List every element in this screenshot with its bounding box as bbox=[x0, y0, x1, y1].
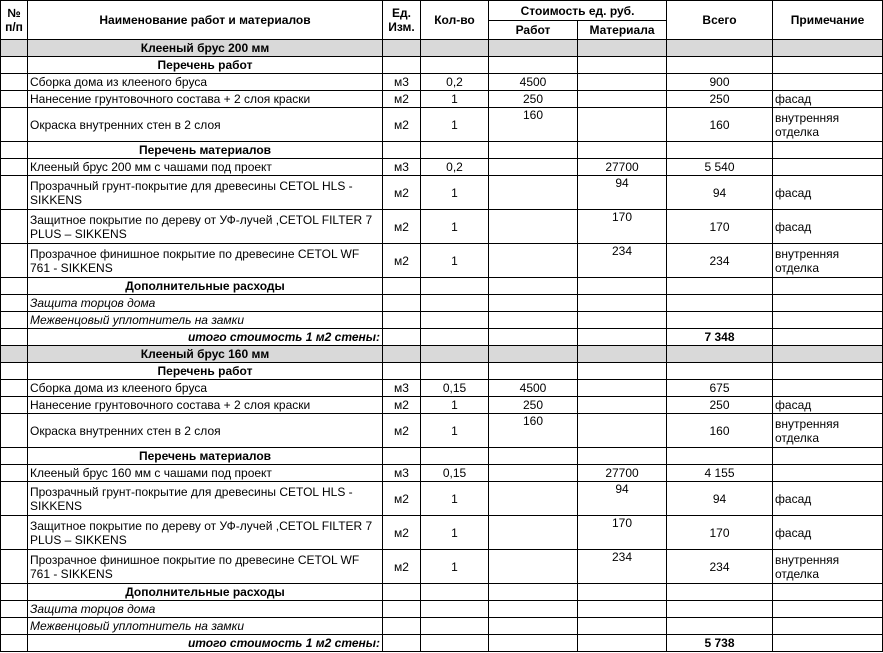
empty-cell bbox=[773, 57, 883, 74]
empty-cell bbox=[667, 278, 773, 295]
extra-name: Межвенцовый уплотнитель на замки bbox=[28, 312, 383, 329]
item-name: Нанесение грунтовочного состава + 2 слоя краски bbox=[28, 397, 383, 414]
empty-cell bbox=[421, 363, 489, 380]
item-note: внутренняя отделка bbox=[773, 414, 883, 448]
empty-cell bbox=[383, 40, 421, 57]
num-cell bbox=[1, 397, 28, 414]
item-qty: 1 bbox=[421, 397, 489, 414]
item-note bbox=[773, 465, 883, 482]
table-row bbox=[1, 397, 883, 414]
item-work-cost bbox=[489, 482, 578, 516]
item-qty: 0,2 bbox=[421, 159, 489, 176]
works-title-label: Перечень работ bbox=[28, 57, 383, 74]
empty-cell bbox=[773, 312, 883, 329]
empty-cell bbox=[667, 448, 773, 465]
item-unit: м3 bbox=[383, 159, 421, 176]
item-unit: м2 bbox=[383, 210, 421, 244]
item-name: Прозрачный грунт-покрытие для древесины CETOL HLS - SIKKENS bbox=[28, 482, 383, 516]
num-cell bbox=[1, 601, 28, 618]
item-note: фасад bbox=[773, 210, 883, 244]
item-total: 94 bbox=[667, 482, 773, 516]
empty-cell bbox=[489, 40, 578, 57]
item-qty: 1 bbox=[421, 482, 489, 516]
item-work-cost: 4500 bbox=[489, 380, 578, 397]
empty-cell bbox=[773, 142, 883, 159]
item-unit: м2 bbox=[383, 108, 421, 142]
empty-cell bbox=[773, 635, 883, 652]
total-value: 5 738 bbox=[667, 635, 773, 652]
item-work-cost bbox=[489, 550, 578, 584]
item-note bbox=[773, 380, 883, 397]
empty-cell bbox=[578, 448, 667, 465]
item-material-cost bbox=[578, 380, 667, 397]
empty-cell bbox=[578, 346, 667, 363]
item-material-cost: 170 bbox=[578, 516, 667, 550]
table-row bbox=[1, 482, 883, 516]
empty-cell bbox=[489, 363, 578, 380]
empty-cell bbox=[578, 295, 667, 312]
extra-name: Защита торцов дома bbox=[28, 295, 383, 312]
extra-row bbox=[1, 295, 883, 312]
item-work-cost bbox=[489, 159, 578, 176]
item-name: Прозрачный грунт-покрытие для древесины CETOL HLS - SIKKENS bbox=[28, 176, 383, 210]
num-cell bbox=[1, 618, 28, 635]
item-note bbox=[773, 74, 883, 91]
num-cell bbox=[1, 584, 28, 601]
empty-cell bbox=[421, 278, 489, 295]
item-total: 250 bbox=[667, 397, 773, 414]
table-body bbox=[1, 40, 883, 652]
table-row bbox=[1, 74, 883, 91]
empty-cell bbox=[421, 40, 489, 57]
empty-cell bbox=[578, 40, 667, 57]
num-cell bbox=[1, 516, 28, 550]
empty-cell bbox=[489, 312, 578, 329]
empty-cell bbox=[667, 363, 773, 380]
empty-cell bbox=[421, 584, 489, 601]
empty-cell bbox=[578, 618, 667, 635]
item-name: Защитное покрытие по дереву от УФ-лучей ,CETOL FILTER 7 PLUS – SIKKENS bbox=[28, 516, 383, 550]
empty-cell bbox=[578, 312, 667, 329]
num-cell bbox=[1, 482, 28, 516]
num-cell bbox=[1, 448, 28, 465]
empty-cell bbox=[489, 618, 578, 635]
empty-cell bbox=[421, 635, 489, 652]
table-row bbox=[1, 550, 883, 584]
item-qty: 1 bbox=[421, 414, 489, 448]
extras-title-label: Дополнительные расходы bbox=[28, 278, 383, 295]
item-qty: 0,15 bbox=[421, 380, 489, 397]
item-qty: 1 bbox=[421, 516, 489, 550]
empty-cell bbox=[383, 363, 421, 380]
empty-cell bbox=[578, 142, 667, 159]
item-total: 160 bbox=[667, 108, 773, 142]
header-unit-cost: Стоимость ед. руб. bbox=[489, 1, 667, 21]
empty-cell bbox=[383, 584, 421, 601]
item-name: Клееный брус 200 мм с чашами под проект bbox=[28, 159, 383, 176]
num-cell bbox=[1, 57, 28, 74]
header-num: № п/п bbox=[1, 1, 28, 40]
table-row bbox=[1, 91, 883, 108]
materials-title-label: Перечень материалов bbox=[28, 142, 383, 159]
empty-cell bbox=[489, 635, 578, 652]
item-qty: 1 bbox=[421, 244, 489, 278]
item-name: Окраска внутренних стен в 2 слоя bbox=[28, 108, 383, 142]
empty-cell bbox=[667, 40, 773, 57]
empty-cell bbox=[773, 363, 883, 380]
num-cell bbox=[1, 40, 28, 57]
header-materials: Материала bbox=[578, 21, 667, 40]
item-unit: м2 bbox=[383, 550, 421, 584]
item-unit: м2 bbox=[383, 482, 421, 516]
num-cell bbox=[1, 414, 28, 448]
item-note: фасад bbox=[773, 516, 883, 550]
item-qty: 0,2 bbox=[421, 74, 489, 91]
num-cell bbox=[1, 159, 28, 176]
empty-cell bbox=[383, 601, 421, 618]
empty-cell bbox=[383, 618, 421, 635]
item-note: внутренняя отделка bbox=[773, 108, 883, 142]
total-label: итого стоимость 1 м2 стены: bbox=[28, 329, 383, 346]
empty-cell bbox=[421, 448, 489, 465]
item-unit: м2 bbox=[383, 397, 421, 414]
item-material-cost: 234 bbox=[578, 244, 667, 278]
empty-cell bbox=[383, 346, 421, 363]
item-unit: м2 bbox=[383, 91, 421, 108]
section-title bbox=[1, 40, 883, 57]
num-cell bbox=[1, 329, 28, 346]
item-unit: м3 bbox=[383, 465, 421, 482]
item-total: 250 bbox=[667, 91, 773, 108]
item-name: Сборка дома из клееного бруса bbox=[28, 74, 383, 91]
table-row bbox=[1, 516, 883, 550]
item-qty: 1 bbox=[421, 210, 489, 244]
item-note: фасад bbox=[773, 91, 883, 108]
table-row bbox=[1, 380, 883, 397]
empty-cell bbox=[421, 329, 489, 346]
item-work-cost bbox=[489, 210, 578, 244]
num-cell bbox=[1, 465, 28, 482]
empty-cell bbox=[421, 618, 489, 635]
empty-cell bbox=[421, 295, 489, 312]
header-unit: Ед. Изм. bbox=[383, 1, 421, 40]
empty-cell bbox=[489, 448, 578, 465]
num-cell bbox=[1, 210, 28, 244]
total-label: итого стоимость 1 м2 стены: bbox=[28, 635, 383, 652]
header-works: Работ bbox=[489, 21, 578, 40]
num-cell bbox=[1, 363, 28, 380]
item-material-cost bbox=[578, 397, 667, 414]
empty-cell bbox=[667, 295, 773, 312]
item-name: Окраска внутренних стен в 2 слоя bbox=[28, 414, 383, 448]
empty-cell bbox=[421, 601, 489, 618]
num-cell bbox=[1, 346, 28, 363]
empty-cell bbox=[421, 312, 489, 329]
item-total: 94 bbox=[667, 176, 773, 210]
empty-cell bbox=[489, 57, 578, 74]
item-note: внутренняя отделка bbox=[773, 550, 883, 584]
num-cell bbox=[1, 244, 28, 278]
empty-cell bbox=[383, 57, 421, 74]
item-material-cost: 94 bbox=[578, 482, 667, 516]
works-title-label: Перечень работ bbox=[28, 363, 383, 380]
item-unit: м2 bbox=[383, 414, 421, 448]
num-cell bbox=[1, 108, 28, 142]
item-work-cost: 250 bbox=[489, 91, 578, 108]
empty-cell bbox=[489, 601, 578, 618]
empty-cell bbox=[578, 329, 667, 346]
empty-cell bbox=[578, 635, 667, 652]
num-cell bbox=[1, 380, 28, 397]
item-material-cost: 94 bbox=[578, 176, 667, 210]
empty-cell bbox=[773, 584, 883, 601]
item-note: фасад bbox=[773, 482, 883, 516]
empty-cell bbox=[421, 142, 489, 159]
empty-cell bbox=[578, 584, 667, 601]
table-row bbox=[1, 244, 883, 278]
item-material-cost: 234 bbox=[578, 550, 667, 584]
extra-row bbox=[1, 618, 883, 635]
num-cell bbox=[1, 312, 28, 329]
empty-cell bbox=[421, 57, 489, 74]
item-note bbox=[773, 159, 883, 176]
item-unit: м2 bbox=[383, 516, 421, 550]
empty-cell bbox=[383, 329, 421, 346]
item-material-cost bbox=[578, 414, 667, 448]
item-material-cost: 27700 bbox=[578, 465, 667, 482]
empty-cell bbox=[667, 142, 773, 159]
item-work-cost: 4500 bbox=[489, 74, 578, 91]
empty-cell bbox=[773, 601, 883, 618]
item-name: Сборка дома из клееного бруса bbox=[28, 380, 383, 397]
item-total: 170 bbox=[667, 210, 773, 244]
extras-title-label: Дополнительные расходы bbox=[28, 584, 383, 601]
empty-cell bbox=[578, 601, 667, 618]
empty-cell bbox=[667, 584, 773, 601]
item-note: фасад bbox=[773, 397, 883, 414]
table-row bbox=[1, 210, 883, 244]
total-row bbox=[1, 329, 883, 346]
empty-cell bbox=[489, 295, 578, 312]
empty-cell bbox=[489, 346, 578, 363]
section-title-label: Клееный брус 160 мм bbox=[28, 346, 383, 363]
empty-cell bbox=[667, 346, 773, 363]
num-cell bbox=[1, 550, 28, 584]
item-qty: 1 bbox=[421, 550, 489, 584]
item-total: 4 155 bbox=[667, 465, 773, 482]
empty-cell bbox=[383, 295, 421, 312]
item-work-cost bbox=[489, 176, 578, 210]
item-name: Нанесение грунтовочного состава + 2 слоя краски bbox=[28, 91, 383, 108]
item-qty: 1 bbox=[421, 108, 489, 142]
empty-cell bbox=[578, 278, 667, 295]
num-cell bbox=[1, 295, 28, 312]
empty-cell bbox=[773, 40, 883, 57]
table-row bbox=[1, 108, 883, 142]
empty-cell bbox=[773, 295, 883, 312]
item-material-cost bbox=[578, 108, 667, 142]
materials-title bbox=[1, 142, 883, 159]
num-cell bbox=[1, 91, 28, 108]
item-qty: 1 bbox=[421, 91, 489, 108]
empty-cell bbox=[383, 142, 421, 159]
total-value: 7 348 bbox=[667, 329, 773, 346]
num-cell bbox=[1, 74, 28, 91]
num-cell bbox=[1, 142, 28, 159]
item-total: 5 540 bbox=[667, 159, 773, 176]
extra-name: Защита торцов дома bbox=[28, 601, 383, 618]
item-note: внутренняя отделка bbox=[773, 244, 883, 278]
table-row bbox=[1, 176, 883, 210]
item-qty: 0,15 bbox=[421, 465, 489, 482]
item-qty: 1 bbox=[421, 176, 489, 210]
item-total: 234 bbox=[667, 550, 773, 584]
empty-cell bbox=[578, 57, 667, 74]
table-row bbox=[1, 159, 883, 176]
item-work-cost: 160 bbox=[489, 108, 578, 142]
empty-cell bbox=[773, 329, 883, 346]
works-title bbox=[1, 57, 883, 74]
empty-cell bbox=[421, 346, 489, 363]
header-name: Наименование работ и материалов bbox=[28, 1, 383, 40]
item-material-cost bbox=[578, 74, 667, 91]
header-note: Примечание bbox=[773, 1, 883, 40]
header-total: Всего bbox=[667, 1, 773, 40]
item-material-cost: 27700 bbox=[578, 159, 667, 176]
empty-cell bbox=[489, 584, 578, 601]
empty-cell bbox=[667, 312, 773, 329]
item-total: 900 bbox=[667, 74, 773, 91]
item-work-cost bbox=[489, 465, 578, 482]
empty-cell bbox=[383, 312, 421, 329]
empty-cell bbox=[773, 448, 883, 465]
num-cell bbox=[1, 278, 28, 295]
extras-title bbox=[1, 278, 883, 295]
item-total: 160 bbox=[667, 414, 773, 448]
item-work-cost bbox=[489, 244, 578, 278]
item-material-cost bbox=[578, 91, 667, 108]
empty-cell bbox=[489, 142, 578, 159]
item-total: 170 bbox=[667, 516, 773, 550]
table-row bbox=[1, 414, 883, 448]
empty-cell bbox=[578, 363, 667, 380]
num-cell bbox=[1, 635, 28, 652]
empty-cell bbox=[383, 448, 421, 465]
header-qty: Кол-во bbox=[421, 1, 489, 40]
table-row bbox=[1, 465, 883, 482]
item-name: Прозрачное финишное покрытие по древесине CETOL WF 761 - SIKKENS bbox=[28, 244, 383, 278]
item-work-cost bbox=[489, 516, 578, 550]
works-title bbox=[1, 363, 883, 380]
empty-cell bbox=[773, 618, 883, 635]
item-work-cost: 250 bbox=[489, 397, 578, 414]
item-total: 234 bbox=[667, 244, 773, 278]
extra-row bbox=[1, 312, 883, 329]
extra-name: Межвенцовый уплотнитель на замки bbox=[28, 618, 383, 635]
empty-cell bbox=[383, 278, 421, 295]
item-unit: м3 bbox=[383, 74, 421, 91]
item-name: Клееный брус 160 мм с чашами под проект bbox=[28, 465, 383, 482]
item-unit: м2 bbox=[383, 244, 421, 278]
empty-cell bbox=[773, 278, 883, 295]
item-unit: м3 bbox=[383, 380, 421, 397]
empty-cell bbox=[667, 57, 773, 74]
empty-cell bbox=[383, 635, 421, 652]
extra-row bbox=[1, 601, 883, 618]
item-name: Прозрачное финишное покрытие по древесине CETOL WF 761 - SIKKENS bbox=[28, 550, 383, 584]
item-unit: м2 bbox=[383, 176, 421, 210]
item-total: 675 bbox=[667, 380, 773, 397]
item-note: фасад bbox=[773, 176, 883, 210]
empty-cell bbox=[667, 601, 773, 618]
total-row bbox=[1, 635, 883, 652]
empty-cell bbox=[489, 278, 578, 295]
section-title-label: Клееный брус 200 мм bbox=[28, 40, 383, 57]
materials-title-label: Перечень материалов bbox=[28, 448, 383, 465]
extras-title bbox=[1, 584, 883, 601]
empty-cell bbox=[773, 346, 883, 363]
section-title bbox=[1, 346, 883, 363]
item-material-cost: 170 bbox=[578, 210, 667, 244]
empty-cell bbox=[489, 329, 578, 346]
empty-cell bbox=[667, 618, 773, 635]
item-work-cost: 160 bbox=[489, 414, 578, 448]
num-cell bbox=[1, 176, 28, 210]
materials-title bbox=[1, 448, 883, 465]
item-name: Защитное покрытие по дереву от УФ-лучей ,CETOL FILTER 7 PLUS – SIKKENS bbox=[28, 210, 383, 244]
